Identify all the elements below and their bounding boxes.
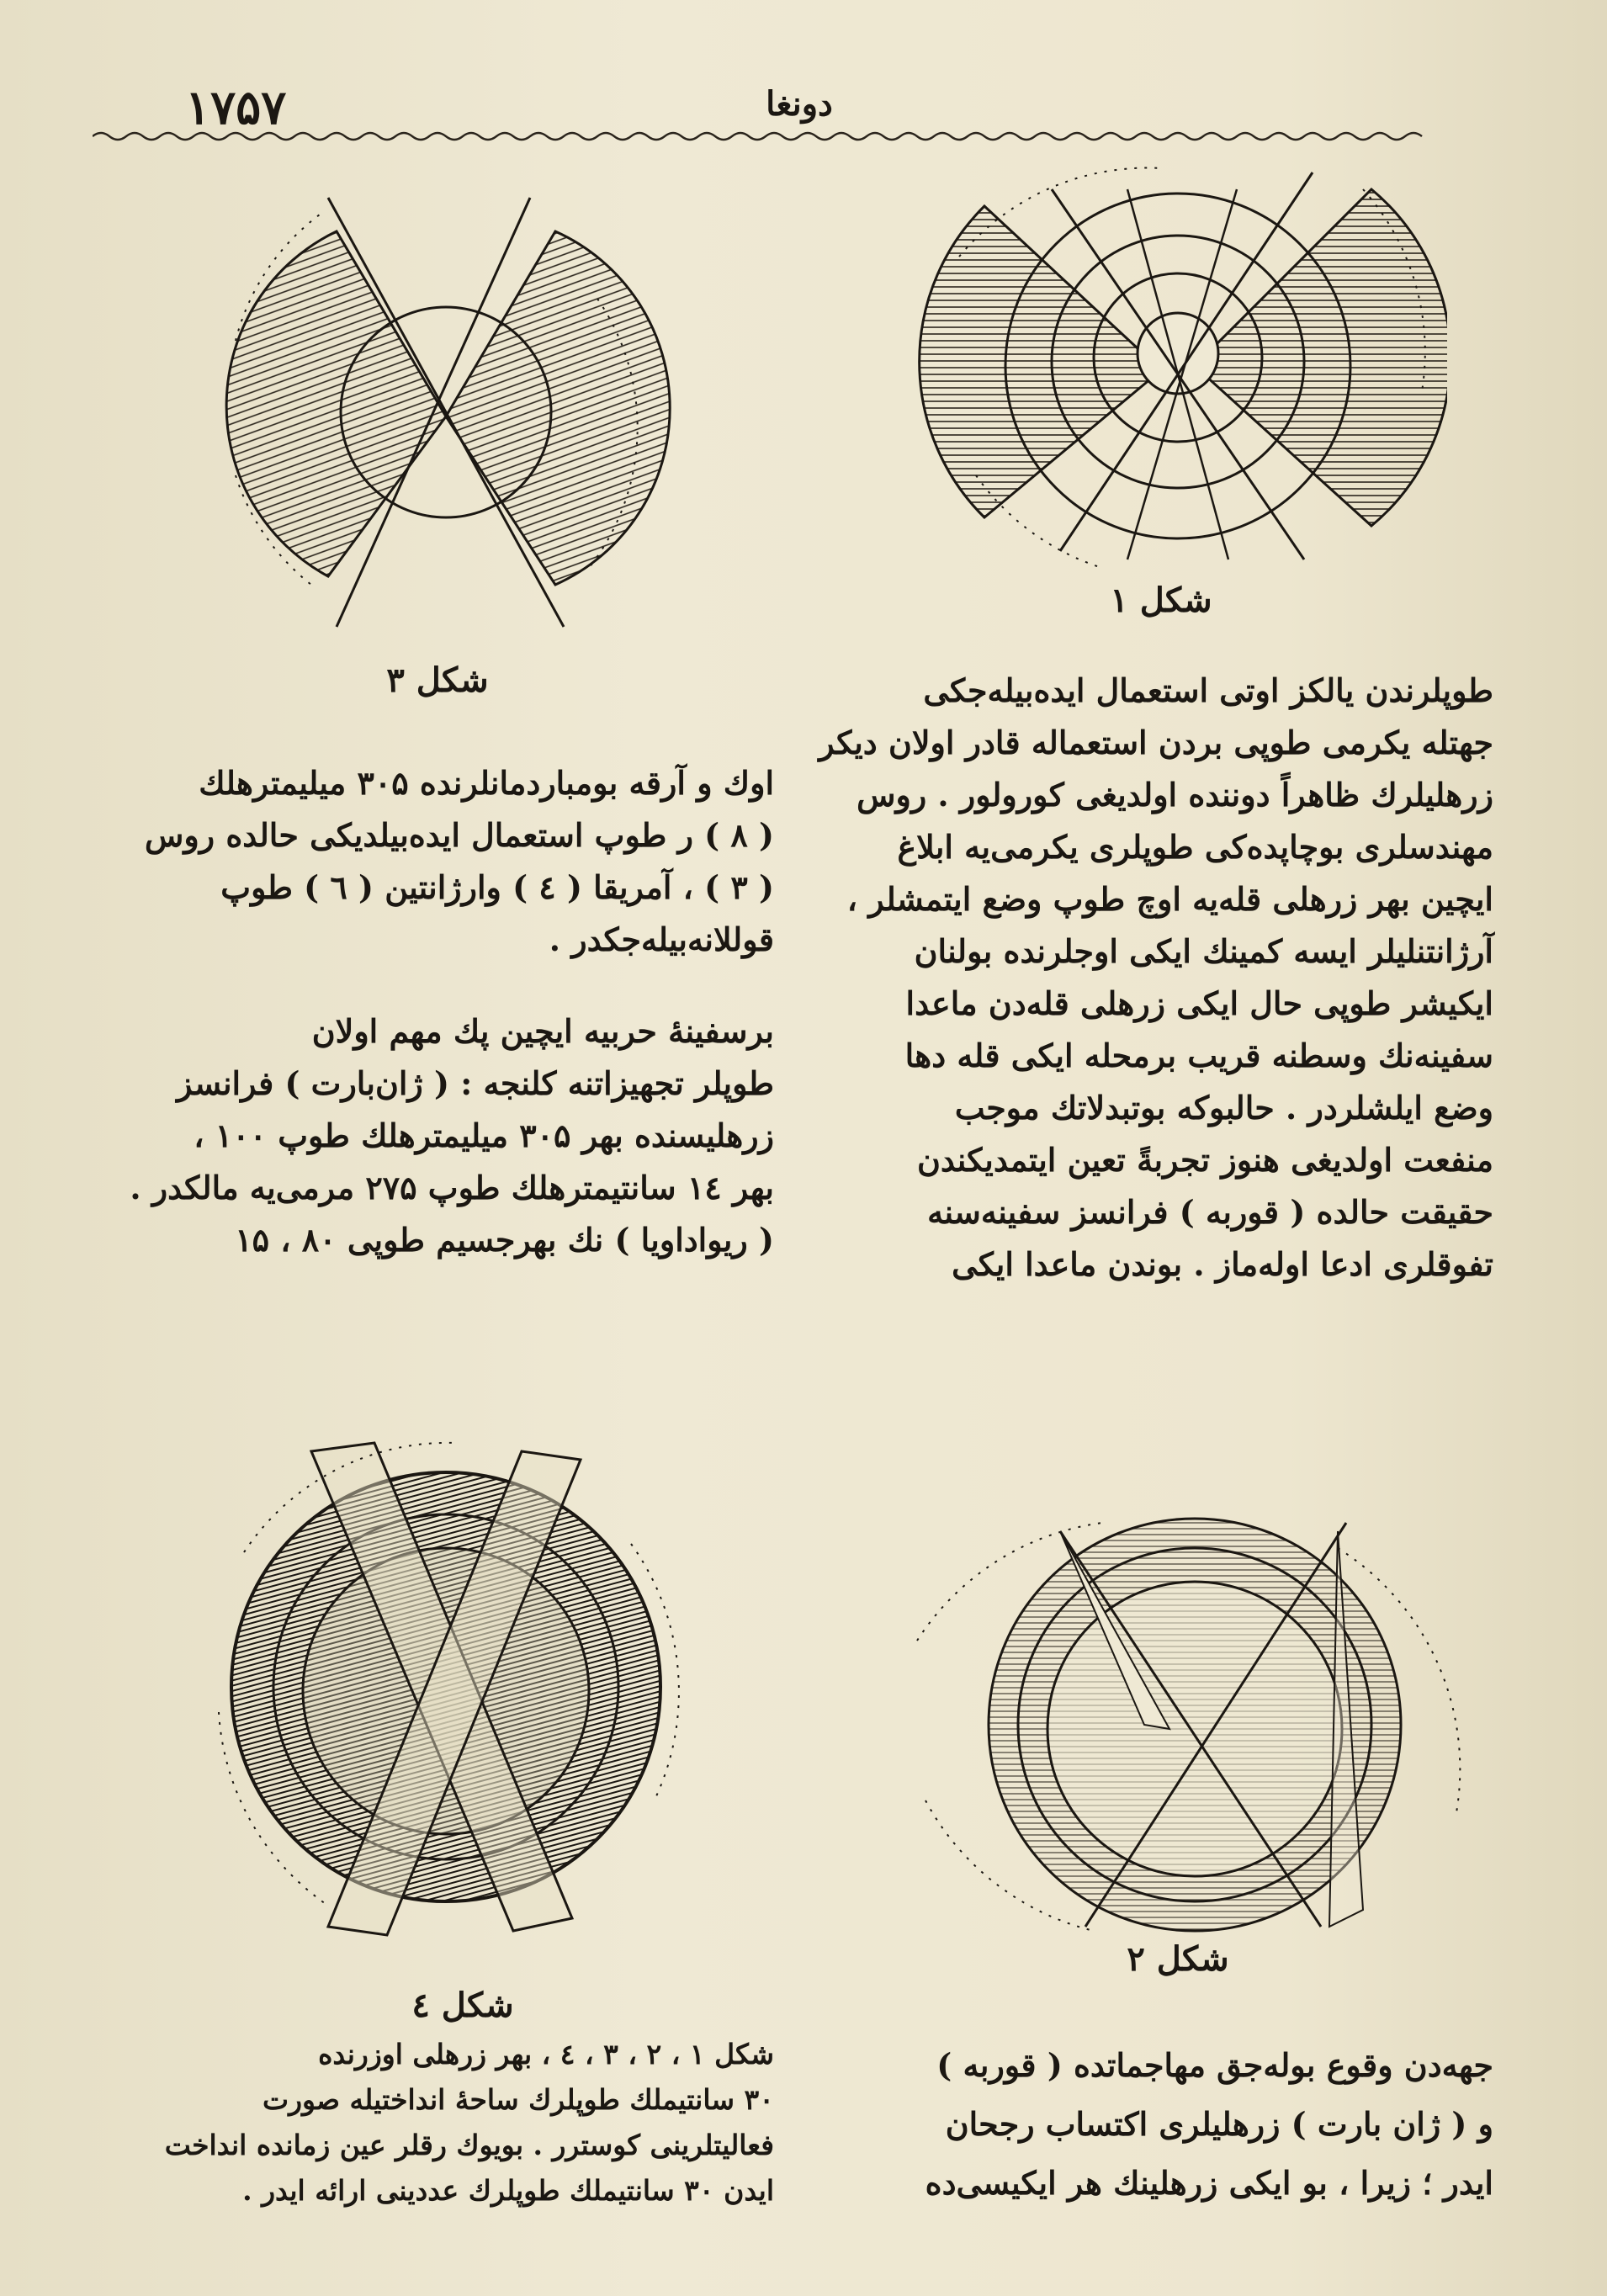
text-line: وضع ایلشلردر . حالبوکه بوتبدلاتك موجب xyxy=(954,1089,1493,1127)
figure-1-diagram xyxy=(909,156,1447,576)
running-head: دونغا xyxy=(766,84,833,124)
text-line: آرژانتنلیلر ایسه کمینك ایکی اوجلرنده بولنان xyxy=(914,932,1493,970)
page-number: ۱۷۵۷ xyxy=(185,80,287,135)
text-line: ایچین بهر زرهلی قله‌یه اوچ طوپ وضع ایتمشلر ، xyxy=(846,880,1493,918)
text-line: ایکیشر طوپی حال ایکی زرهلی قله‌دن ماعدا xyxy=(905,984,1493,1022)
text-line: زرهلیسنده بهر ۳۰۵ میلیمترهلك طوپ ۱۰۰ ، xyxy=(194,1116,774,1154)
text-line: حقیقت حالده ( قوربه ) فرانسز سفینه‌سنه xyxy=(927,1193,1493,1231)
text-line: برسفینهٔ حربیه ایچین پك مهم اولان xyxy=(311,1012,774,1050)
left-column-text-para3 xyxy=(109,2032,774,2214)
figure-3-diagram xyxy=(202,189,707,635)
figure-3-caption: شکل ۳ xyxy=(386,660,489,700)
text-line: ( ۸ ) ر طوپ استعمال ایده‌بیلدیکی حالده روس xyxy=(145,816,774,854)
text-line: سفینه‌نك وسطنه قریب برمحله ایکی قله دها xyxy=(904,1037,1493,1074)
text-line: و ( ژان بارت ) زرهلیلری اکتساب رجحان xyxy=(945,2105,1493,2143)
text-line: ۳۰ سانتیملك طوپلرك ساحهٔ انداختیله صورت xyxy=(263,2083,774,2116)
figure-2-diagram xyxy=(892,1514,1481,1935)
text-line: جهتله یکرمی طوپی بردن استعماله قادر اولان دیکر xyxy=(819,724,1493,761)
text-line: ایدن ۳۰ سانتیملك طوپلرك عددینی ارائه ایدر . xyxy=(242,2174,774,2207)
text-line: طوپلر تجهیزاتنه کلنجه : ( ژان‌بارت ) فرانسز xyxy=(177,1064,774,1102)
figure-1-caption: شکل ۱ xyxy=(1110,581,1212,620)
figure-2-caption: شکل ۲ xyxy=(1127,1939,1229,1979)
text-line: قوللانه‌بیله‌جکدر . xyxy=(549,920,774,958)
text-line: تفوقلری ادعا اوله‌ماز . بوندن ماعدا ایکی xyxy=(952,1245,1493,1283)
figure-4-caption: شکل ٤ xyxy=(411,1986,514,2025)
text-line: زرهلیلرك ظاهراً دوننده اولدیغی کورولور . روس xyxy=(857,776,1493,814)
figure-4-diagram xyxy=(185,1434,707,1939)
header-rule xyxy=(93,126,1430,146)
text-line: شکل ۱ ، ۲ ، ۳ ، ٤ ، بهر زرهلی اوزرنده xyxy=(318,2038,774,2071)
text-line: طوپلرندن یالکز اوتی استعمال ایده‌بیله‌جکی xyxy=(923,671,1493,709)
right-column-text-bottom xyxy=(837,2036,1493,2213)
text-line: ( ۳ ) ، آمریقا ( ٤ ) وارژانتین ( ٦ ) طوپ xyxy=(220,868,774,906)
text-line: فعالیتلرینی کوسترر . بویوك رقلر عین زمانده انداخت xyxy=(164,2129,774,2161)
text-line: ( ریواداویا ) نك بهرجسیم طوپی ۸۰ ، ۱۵ xyxy=(235,1221,774,1259)
text-line: جهه‌دن وقوع بوله‌جق مهاجماتده ( قوربه ) xyxy=(936,2046,1493,2084)
left-column-text-para1 xyxy=(109,757,774,966)
left-column-text-para2 xyxy=(109,1005,774,1266)
text-line: منفعت اولدیغی هنوز تجربةً تعین ایتمدیکندن xyxy=(916,1141,1493,1179)
text-line: اوك و آرقه بومباردمانلرنده ۳۰۵ میلیمترهلك xyxy=(199,764,774,802)
text-line: مهندسلری بوچاپده‌کی طوپلری یکرمی‌یه ابلاغ xyxy=(897,828,1493,866)
text-line: ایدر ؛ زیرا ، بو ایکی زرهلینك هر ایکیسی‌ده xyxy=(925,2164,1493,2202)
right-column-text-top xyxy=(819,665,1493,1291)
text-line: بهر ۱٤ سانتیمترهلك طوپ ۲۷۵ مرمی‌یه مالکدر . xyxy=(130,1169,774,1206)
